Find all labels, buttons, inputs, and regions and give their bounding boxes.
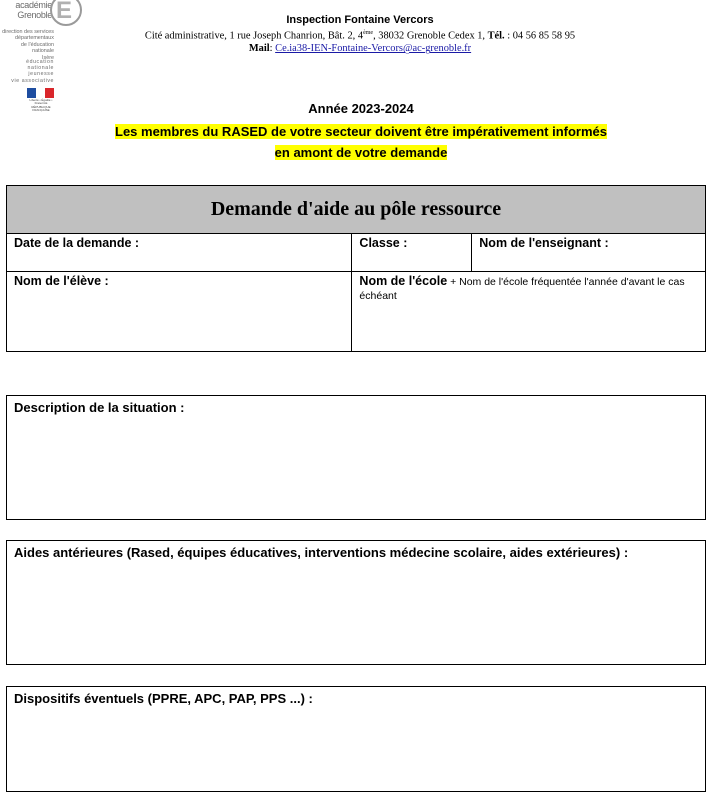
logo-ministry-line: éducation xyxy=(26,59,54,65)
logo-ministry-line: jeunesse xyxy=(28,71,54,78)
tel-value: : 04 56 85 58 95 xyxy=(504,30,576,42)
rased-notice xyxy=(0,121,722,163)
address-prefix: Cité administrative, 1 rue Joseph Chanrion, Bât. 2, 4 xyxy=(144,30,364,42)
school-year: Année 2023-2024 xyxy=(308,101,414,116)
letterhead xyxy=(110,14,610,55)
logo-ministry-text xyxy=(0,59,54,84)
dispositifs-label: Dispositifs éventuels (PPRE, APC, PAP, PPS ...) : xyxy=(14,691,313,706)
ecole-note: + Nom de l'école fréquentée l'année d'avant le cas échéant xyxy=(359,276,685,302)
date-label: Date de la demande : xyxy=(14,236,140,250)
tel-label: Tél. xyxy=(487,30,505,42)
ecole-label-wrapper xyxy=(352,272,705,304)
notice-line1: Les membres du RASED de votre secteur doivent être impérativement informés xyxy=(115,124,607,139)
date-field[interactable] xyxy=(7,234,352,272)
logo-dsden-line: départementaux xyxy=(15,35,54,42)
notice-line2: en amont de votre demande xyxy=(274,145,448,160)
ecole-field[interactable] xyxy=(352,272,706,352)
mail-separator: : xyxy=(269,43,276,55)
logo-flag-caption: Liberté • Égalité • Fraternité RÉPUBLIQUE FRANÇAISE xyxy=(29,98,53,113)
logo-academie-line1: académie xyxy=(15,0,52,10)
aides-anterieures-label: Aides antérieures (Rased, équipes éducatives, interventions médecine scolaire, aides extérieures) : xyxy=(14,545,629,560)
eleve-field[interactable] xyxy=(7,272,352,352)
aides-anterieures-field[interactable] xyxy=(6,540,706,665)
enseignant-label: Nom de l'enseignant : xyxy=(479,236,609,250)
mail-link[interactable]: Ce.ia38-IEN-Fontaine-Vercors@ac-grenoble.fr xyxy=(275,43,472,55)
description-label: Description de la situation : xyxy=(14,400,185,415)
mail-line xyxy=(110,42,610,55)
inspection-name: Inspection Fontaine Vercors xyxy=(286,14,434,26)
logo-ministry-line: vie associative xyxy=(11,77,54,84)
mail-label: Mail xyxy=(248,43,270,55)
classe-field[interactable] xyxy=(352,234,472,272)
academie-grenoble-logo xyxy=(0,0,90,113)
logo-academie-text xyxy=(0,0,52,20)
address-line xyxy=(110,27,610,42)
address-sup: ème xyxy=(363,30,374,36)
dispositifs-field[interactable] xyxy=(6,686,706,792)
logo-dsden-line: direction des services xyxy=(2,29,54,35)
ecole-label: Nom de l'école xyxy=(359,274,448,288)
address-suffix: , 38032 Grenoble Cedex 1, xyxy=(373,30,488,42)
logo-e-letter: E xyxy=(56,0,73,24)
enseignant-field[interactable] xyxy=(472,234,706,272)
logo-ministry-line: nationale xyxy=(27,65,54,72)
logo-academie-line2: Grenoble xyxy=(17,10,52,20)
request-form-table xyxy=(6,185,706,352)
logo-dsden-text xyxy=(0,29,54,61)
french-republic-flag-icon xyxy=(27,88,54,98)
form-title: Demande d'aide au pôle ressource xyxy=(7,186,706,234)
logo-dsden-line: de l'éducation nationale xyxy=(20,41,54,55)
logo-dsden-line: Isère xyxy=(42,54,54,61)
description-field[interactable] xyxy=(6,395,706,520)
classe-label: Classe : xyxy=(359,236,408,250)
eleve-label: Nom de l'élève : xyxy=(14,274,109,288)
